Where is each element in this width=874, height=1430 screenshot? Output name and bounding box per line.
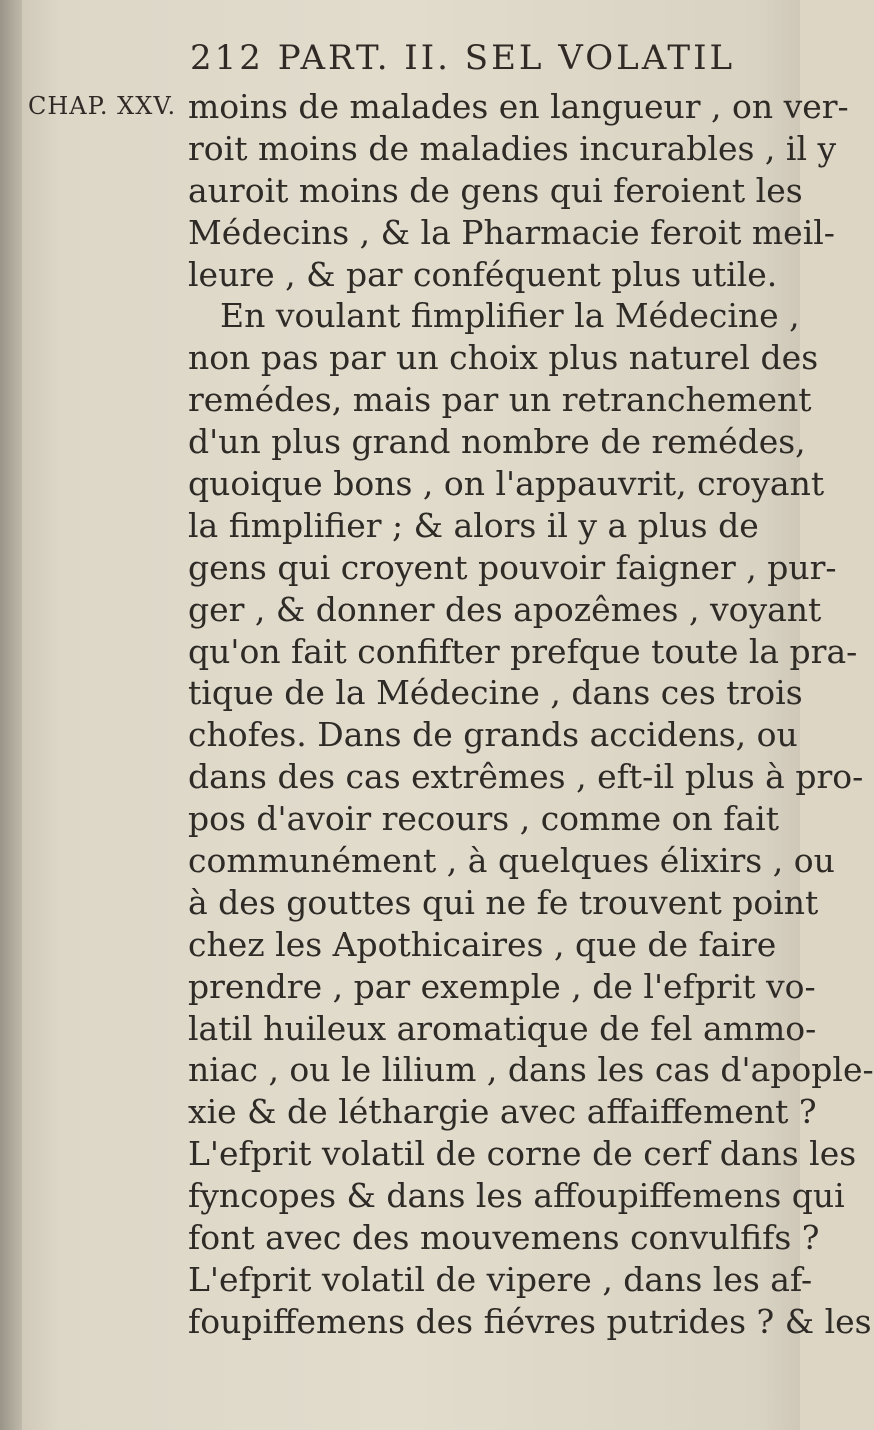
text-line: roit moins de maladies incurables , il y (188, 128, 837, 168)
text-line: niac , ou le lilium , dans les cas d'apople- (188, 1050, 874, 1090)
text-line: chez les Apothicaires , que de faire (188, 924, 777, 964)
text-line: En voulant fimplifier la Médecine , (220, 296, 800, 336)
text-line: gens qui croyent pouvoir faigner , pur- (188, 547, 837, 587)
text-line: L'efprit volatil de vipere , dans les af- (188, 1259, 813, 1299)
text-line: dans des cas extrêmes , eft-il plus à pro- (188, 757, 864, 797)
text-line: L'efprit volatil de corne de cerf dans les (188, 1134, 857, 1174)
body-text (188, 86, 874, 1343)
text-line: d'un plus grand nombre de remédes, (188, 422, 806, 462)
text-line: moins de malades en langueur , on ver- (188, 87, 849, 126)
text-line: tique de la Médecine , dans ces trois (188, 673, 803, 713)
text-line: qu'on fait confifter prefque toute la pra- (188, 631, 858, 671)
text-line: font avec des mouvemens convulfifs ? (188, 1218, 820, 1258)
running-head: 212 PART. II. SEL VOLATIL (190, 38, 736, 78)
text-line: à des gouttes qui ne fe trouvent point (188, 882, 819, 922)
text-line: chofes. Dans de grands accidens, ou (188, 715, 798, 755)
text-line: fyncopes & dans les affoupiffemens qui (188, 1176, 845, 1216)
text-line: xie & de léthargie avec affaiffement ? (188, 1092, 817, 1132)
text-line: latil huileux aromatique de fel ammo- (188, 1008, 817, 1048)
text-line: auroit moins de gens qui feroient les (188, 170, 803, 210)
text-line: remédes, mais par un retranchement (188, 380, 812, 420)
text-line: non pas par un choix plus naturel des (188, 338, 819, 378)
text-line: foupiffemens des fiévres putrides ? & les (188, 1301, 872, 1341)
chapter-margin-note: CHAP. XXV. (28, 92, 177, 120)
text-line: communément , à quelques élixirs , ou (188, 841, 835, 881)
text-line: ger , & donner des apozêmes , voyant (188, 589, 822, 629)
text-line: pos d'avoir recours , comme on fait (188, 799, 779, 839)
text-line: quoique bons , on l'appauvrit, croyant (188, 464, 825, 504)
text-line: la fimplifier ; & alors il y a plus de (188, 505, 759, 545)
text-line: Médecins , & la Pharmacie feroit meil- (188, 212, 835, 252)
text-line: leure , & par conféquent plus utile. (188, 254, 778, 294)
text-line: prendre , par exemple , de l'efprit vo- (188, 966, 816, 1006)
